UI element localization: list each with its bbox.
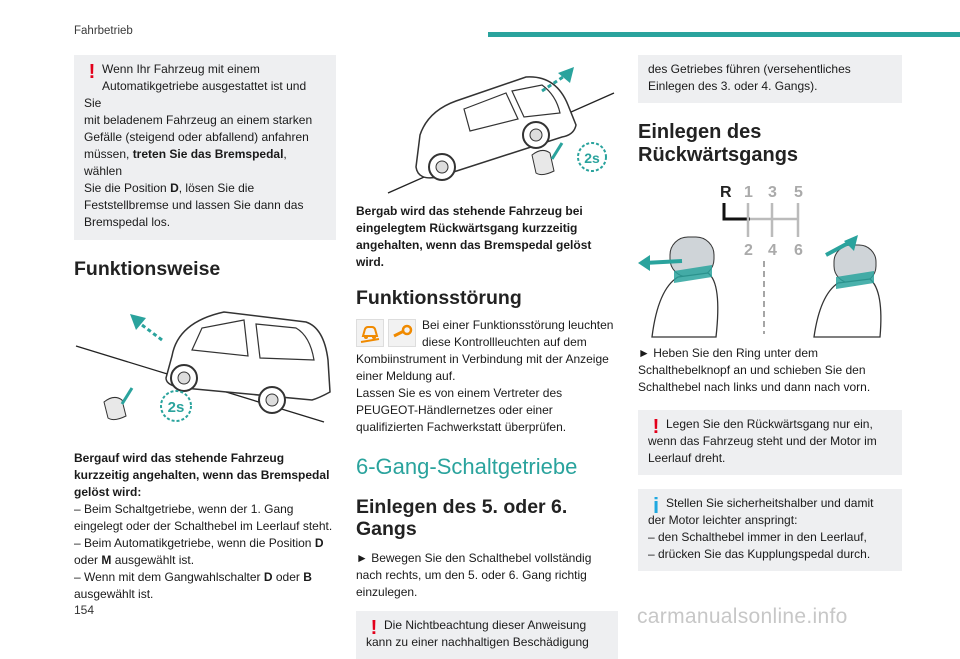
timer-badge: 2s [167, 399, 185, 416]
gear-label-6: 6 [794, 242, 803, 259]
header-accent-bar [488, 32, 960, 37]
warning-icon: ! [652, 416, 660, 438]
gear-label-5: 5 [794, 184, 803, 201]
warning-text: Feststellbremse und lassen Sie dann das [84, 198, 304, 212]
service-wrench-icon [388, 319, 416, 347]
fault-section [356, 317, 618, 436]
column-2 [356, 55, 618, 659]
caption: Bergauf wird das stehende Fahrzeug kurzzeitig angehalten, wenn das Bremspedal gelöst wird: [74, 451, 330, 499]
list-item: – Wenn mit dem Gangwahlschalter D oder B ausgewählt ist. [74, 570, 312, 601]
info-box [638, 489, 902, 571]
warning-box-continued [638, 55, 902, 103]
warning-text: müssen, treten Sie das Bremspedal, wählen [84, 147, 287, 178]
warning-text: Legen Sie den Rückwärtsgang nur ein, wenn das Fahrzeug steht und der Motor im Leerlauf dreht. [648, 417, 877, 465]
chapter-title: 6-Gang-Schaltgetriebe [356, 454, 578, 479]
hill-assist-lamp-icon [356, 319, 384, 347]
gear-label-4: 4 [768, 242, 777, 259]
gear-label-1: 1 [744, 184, 753, 201]
gear-label-2: 2 [744, 242, 753, 259]
section-heading: Funktionsstörung [356, 287, 522, 309]
warning-icon: ! [88, 61, 96, 83]
gear-label-r: R [720, 184, 732, 201]
section-heading: Funktionsweise [74, 258, 221, 280]
instruction: ► Bewegen Sie den Schalthebel vollständig nach rechts, um den 5. oder 6. Gang richtig einzulegen. [356, 551, 592, 599]
column-3 [638, 55, 902, 571]
running-header: Fahrbetrieb [74, 25, 133, 37]
timer-badge: 2s [584, 150, 600, 166]
warning-text: Bremspedal los. [84, 215, 171, 229]
info-list-item: – drücken Sie das Kupplungspedal durch. [648, 547, 871, 561]
warning-text: Wenn Ihr Fahrzeug mit einem [102, 62, 260, 76]
column-1 [74, 55, 336, 603]
list-item: – Beim Automatikgetriebe, wenn die Position D oder M ausgewählt ist. [74, 536, 324, 567]
page-number: 154 [74, 603, 95, 617]
warning-text: des Getriebes führen (versehentliches Einlegen des 3. oder 4. Gangs). [648, 62, 851, 93]
warning-lamps [356, 319, 416, 347]
warning-text: mit beladenem Fahrzeug an einem starken [84, 113, 313, 127]
warning-box [74, 55, 336, 240]
instruction: ► Heben Sie den Ring unter dem Schalthebelknopf an und schieben Sie den Schalthebel nach links und dann nach vorn. [638, 346, 871, 394]
reverse-gear-illustration [638, 179, 902, 337]
list-item: – Beim Schaltgetriebe, wenn der 1. Gang eingelegt oder der Schalthebel im Leerlauf steht. [74, 502, 333, 533]
warning-text: Automatikgetriebe ausgestattet ist und Sie [84, 79, 307, 110]
info-icon: i [652, 493, 660, 518]
uphill-illustration [74, 300, 336, 430]
downhill-illustration [356, 55, 618, 195]
warning-icon: ! [370, 617, 378, 639]
info-list-item: – den Schalthebel immer in den Leerlauf, [648, 530, 867, 544]
warning-text: Sie die Position D, lösen Sie die [84, 181, 255, 195]
caption: Bergab wird das stehende Fahrzeug bei eingelegtem Rückwärtsgang kurzzeitig angehalten, wenn das Bremspedal gelöst wird. [356, 204, 592, 269]
section-heading: Einlegen des Rückwärtsgangs [638, 121, 799, 166]
warning-text: Gefälle (steigend oder abfallend) anfahren [84, 130, 309, 144]
warning-text: Die Nichtbeachtung dieser Anweisung kann zu einer nachhaltigen Beschädigung [366, 618, 589, 649]
gear-label-3: 3 [768, 184, 777, 201]
fault-advice: Lassen Sie es von einem Vertreter des PEUGEOT-Händlernetzes oder einer qualifizierten Fachwerkstatt überprüfen. [356, 386, 567, 434]
info-text: Stellen Sie sicherheitshalber und damit der Motor leichter anspringt: [648, 496, 874, 527]
watermark: carmanualsonline.info [637, 605, 848, 628]
sub-heading: Einlegen des 5. oder 6. Gangs [356, 496, 568, 540]
warning-box [356, 611, 618, 659]
warning-box [638, 410, 902, 475]
fault-text: Bei einer Funktionsstörung leuchten diese Kontrollleuchten auf dem Kombiinstrument in Verbindung mit der Anzeige einer Meldung auf. [356, 318, 614, 383]
